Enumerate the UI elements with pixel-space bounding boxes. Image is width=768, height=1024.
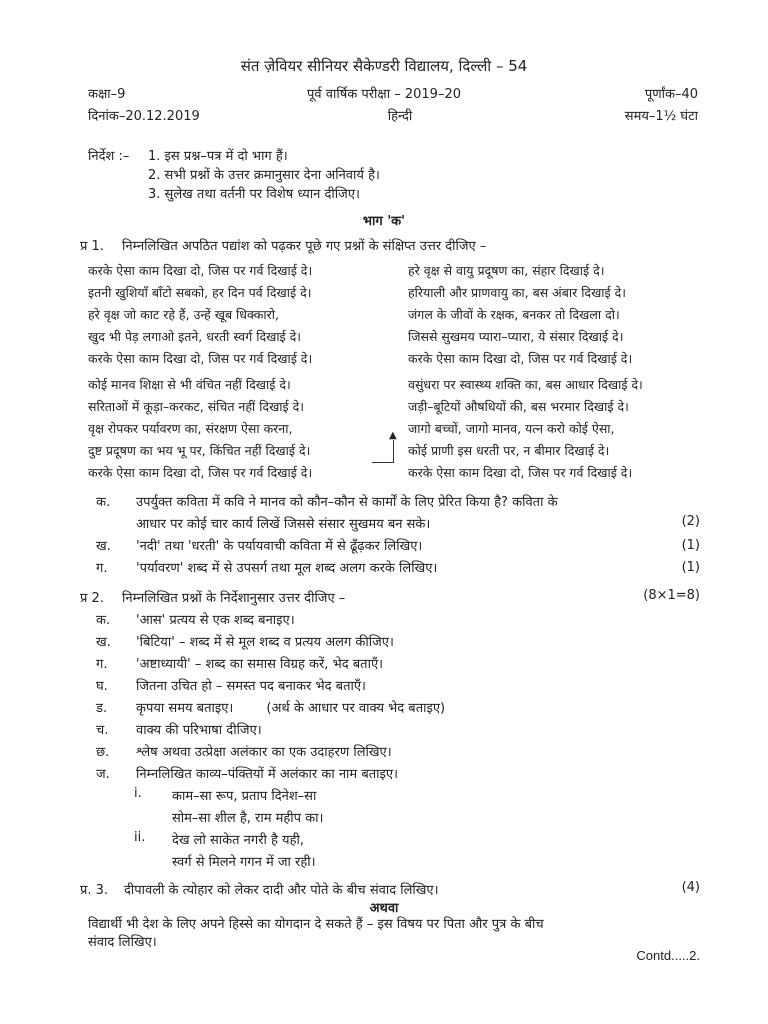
sub-text: उपर्युक्त कविता में कवि ने मानव को कौन–कौन से कार्मों के लिए प्रेरित किया है? कविता के [136,495,558,510]
sub-text: 'बिटिया' – शब्द में से मूल शब्द व प्रत्यय अलग कीजिए। [136,635,394,650]
poem-line: करके ऐसा काम दिखा दो, जिस पर गर्व दिखाई दे। [88,263,313,278]
poem-line: जड़ी–बूटियों औषधियों की, बस भरमार दिखाई दे। [408,399,629,414]
verse-line: स्वर्ग से मिलने गगन में जा रही। [172,855,316,870]
sub-text: वाक्य की परिभाषा दीजिए। [136,723,262,738]
poem-line: वृक्ष रोपकर पर्यावरण का, संरक्षण ऐसा करना, [88,421,293,436]
poem-line: कोई प्राणी इस धरती पर, न बीमार दिखाई दे। [408,443,610,458]
q1-text: निम्नलिखित अपठित पद्यांश को पढ़कर पूछे गए प्रश्नों के संक्षिप्त उत्तर दीजिए – [122,239,487,254]
poem-line: करके ऐसा काम दिखा दो, जिस पर गर्व दिखाई दे। [88,351,313,366]
poem-line: इतनी खुशियाँ बाँटो सबको, हर दिन पर्व दिखाई दे। [88,285,312,300]
reading-arrow [393,440,394,462]
q3-alt-text: संवाद लिखिए। [88,935,157,950]
poem-line: करके ऐसा काम दिखा दो, जिस पर गर्व दिखाई दे। [88,465,313,480]
instructions-label: निर्देश :– [88,149,130,164]
school-name: संत ज़ेवियर सीनियर सैकेण्डरी विद्यालय, दिल्ली – 54 [240,57,528,75]
exam-date: दिनांक–20.12.2019 [88,109,200,124]
sub-marks: (1) [681,538,700,553]
arrow-head-icon: ▲ [389,430,397,441]
poem-line: हरे वृक्ष से वायु प्रदूषण का, संहार दिखाई दे। [408,263,605,278]
sub-text: 'अष्टाध्यायी' – शब्द का समास विग्रह करें, भेद बताएँ। [136,657,384,672]
sub-label: घ. [96,679,108,694]
verse-line: सोम–सा शील है, राम महीप का। [172,811,324,826]
q2-label: प्र 2. [80,591,104,606]
poem-line: करके ऐसा काम दिखा दो, जिस पर गर्व दिखाई दे। [408,465,633,480]
poem-line: सरिताओं में कूड़ा–करकट, संचित नहीं दिखाई दे। [88,399,305,414]
poem-line: हरियाली और प्राणवायु का, बस अंबार दिखाई दे। [408,285,627,300]
sub-label: च. [96,723,109,738]
continued-note: Contd.....2. [636,948,700,963]
poem-line: दुष्ट प्रदूषण का भय भू पर, किंचित नहीं दिखाई दे। [88,443,311,458]
poem-line: जंगल के जीवों के रक्षक, बनकर तो दिखला दो। [408,307,620,322]
verse-line: देख लो साकेत नगरी है यही, [172,833,304,848]
section-title: भाग 'क' [362,214,406,229]
instruction-item: 1. इस प्रश्न–पत्र में दो भाग हैं। [148,149,288,164]
sub-label: ख. [96,635,111,650]
sub-text: आधार पर कोई चार कार्य लिखें जिससे संसार सुखमय बन सके। [136,517,431,532]
poem-line: जागो बच्चों, जागो मानव, यत्न करो कोई ऐसा, [408,421,615,436]
q3-marks: (4) [681,880,700,895]
q3-alt-text: विद्यार्थी भी देश के लिए अपने हिस्से का योगदान दे सकते हैं – इस विषय पर पिता और पुत्र के बीच [88,917,544,932]
poem-line: खुद भी पेड़ लगाओ इतने, धरती स्वर्ग दिखाई दे। [88,329,302,344]
q3-label: प्र. 3. [80,883,109,898]
exam-time: समय–1½ घंटा [624,109,698,124]
q2-marks: (8×1=8) [643,588,700,603]
sub-text: निम्नलिखित काव्य–पंक्तियों में अलंकार का नाम बताइए। [136,767,399,782]
q3-text: दीपावली के त्योहार को लेकर दादी और पोते के बीच संवाद लिखिए। [124,883,439,898]
poem-line: हरे वृक्ष जो काट रहे हैं, उन्हें खूब धिक्कारो, [88,307,279,322]
poem-line: वसुंधरा पर स्वास्थ्य शक्ति का, बस आधार दिखाई दे। [408,377,643,392]
sub-label: ग. [96,561,108,576]
sub-text: 'पर्यावरण' शब्द में से उपसर्ग तथा मूल शब्द अलग करके लिखिए। [136,561,438,576]
q2-text: निम्नलिखित प्रश्नों के निर्देशानुसार उत्तर दीजिए – [122,591,346,606]
sub-label: ड. [96,701,108,716]
verse-number: ii. [134,830,146,845]
class-label: कक्षा–9 [88,87,126,102]
reading-arrow-base [372,462,394,463]
sub-label: ग. [96,657,108,672]
sub-label: क. [96,495,111,510]
subject: हिन्दी [387,109,413,124]
sub-text: श्लेष अथवा उत्प्रेक्षा अलंकार का एक उदाहरण लिखिए। [136,745,392,760]
sub-text: कृपया समय बताइए। (अर्थ के आधार पर वाक्य भेद बताइए) [136,701,446,716]
sub-text: जितना उचित हो – समस्त पद बनाकर भेद बताएँ। [136,679,366,694]
sub-marks: (2) [681,514,700,529]
sub-text: 'नदी' तथा 'धरती' के पर्यायवाची कविता में से ढूँढ़कर लिखिए। [136,539,423,554]
poem-line: जिससे सुखमय प्यारा–प्यारा, ये संसार दिखाई दे। [408,329,624,344]
verse-line: काम–सा रूप, प्रताप दिनेश–सा [172,789,317,804]
sub-label: क. [96,613,111,628]
instruction-item: 2. सभी प्रश्नों के उत्तर क्रमानुसार देना अनिवार्य है। [148,168,380,183]
poem-line: करके ऐसा काम दिखा दो, जिस पर गर्व दिखाई दे। [408,351,633,366]
poem-line: कोई मानव शिक्षा से भी वंचित नहीं दिखाई दे। [88,377,291,392]
verse-number: i. [134,786,142,801]
sub-label: ख. [96,539,111,554]
sub-text: 'आस' प्रत्यय से एक शब्द बनाइए। [136,613,295,628]
sub-marks: (1) [681,560,700,575]
or-separator: अथवा [369,901,399,916]
instruction-item: 3. सुलेख तथा वर्तनी पर विशेष ध्यान दीजिए। [148,187,360,202]
q1-label: प्र 1. [80,239,104,254]
total-marks: पूर्णांक–40 [644,87,698,102]
exam-title: पूर्व वार्षिक परीक्षा – 2019–20 [307,87,461,102]
sub-label: ज. [96,767,110,782]
sub-label: छ. [96,745,110,760]
